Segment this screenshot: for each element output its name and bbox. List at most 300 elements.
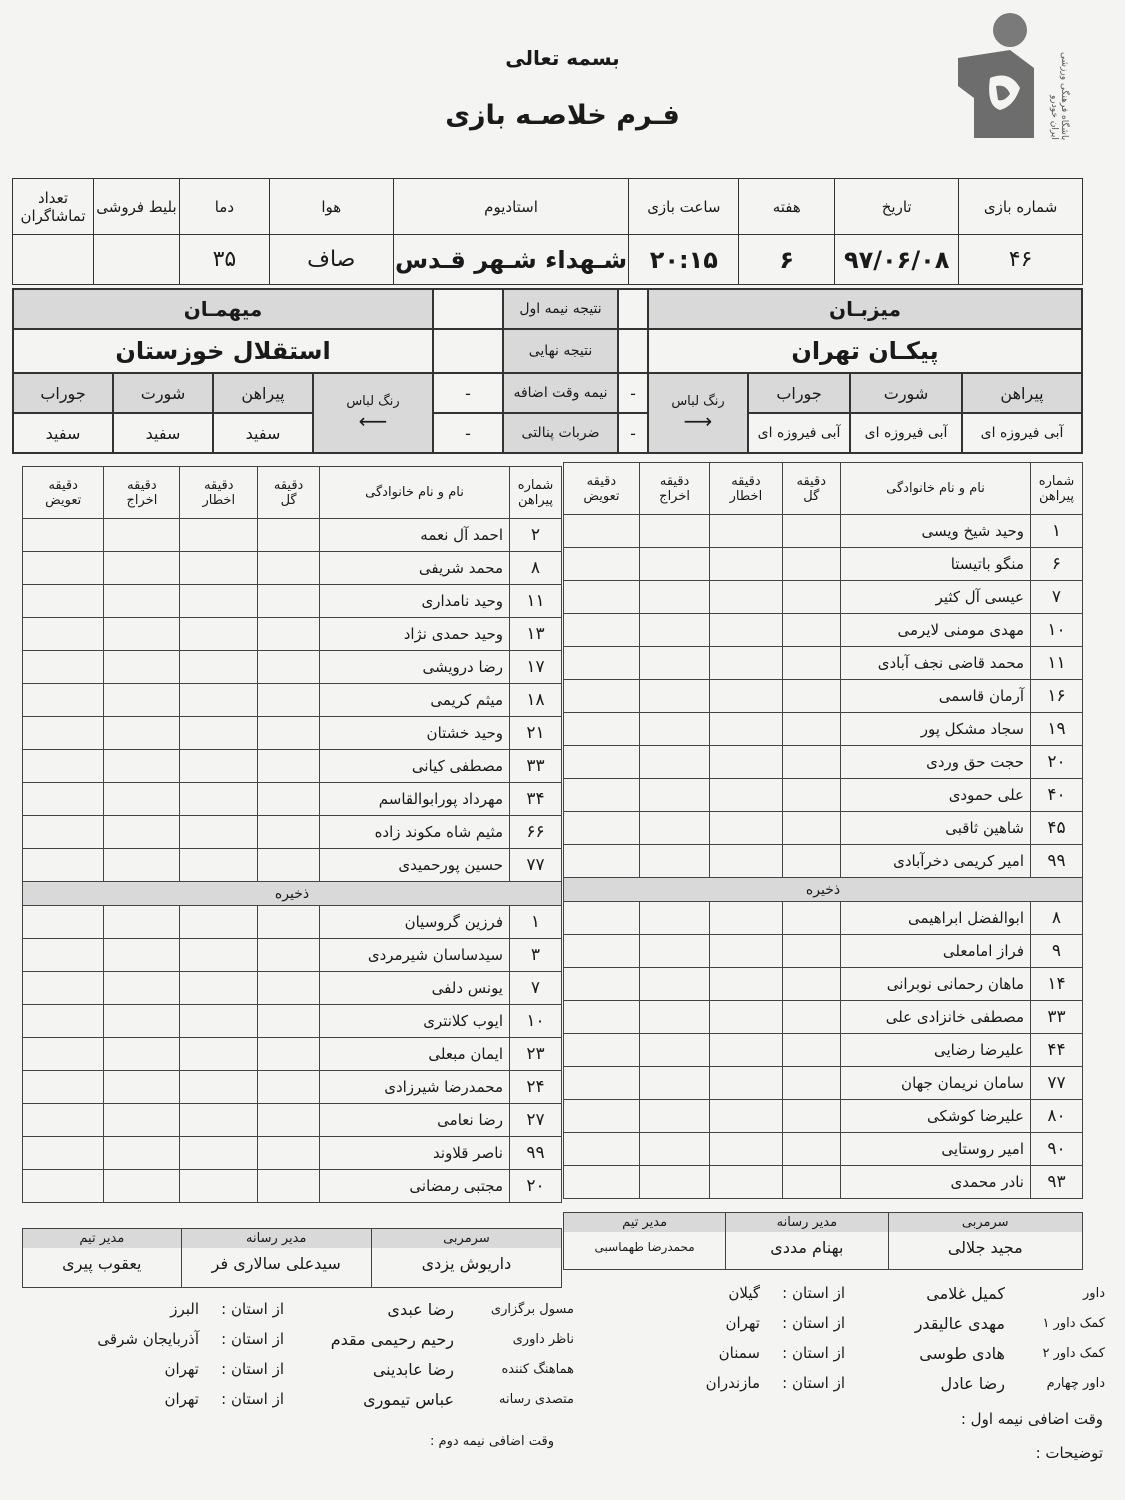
host-kit-shorts-value: آبی فیروزه ای [850,413,962,453]
substitution-minute [564,746,640,779]
time-label: ساعت بازی [629,179,739,235]
warning-minute [710,713,782,746]
player-name: رضا نعامی [320,1104,510,1137]
warning-minute [710,935,782,968]
warning-minute [710,746,782,779]
substitution-minute [564,845,640,878]
goal-minute [782,548,840,581]
shirt-number: ۱۰ [510,1005,562,1038]
from-province-label: از استان : [782,1314,845,1332]
expulsion-minute [639,1166,709,1199]
expulsion-minute [639,779,709,812]
official-role: کمک داور ۲ [1042,1345,1105,1361]
shirt-number: ۹ [1031,935,1083,968]
shirt-number: ۲۱ [510,717,562,750]
shirt-number: ۳ [510,939,562,972]
guest-starter-row [23,552,562,585]
week-value: ۶ [739,235,835,285]
official-role: داور [1083,1285,1105,1301]
guest-kit-label-cell [313,373,433,453]
substitution-minute [564,779,640,812]
goal-minute [258,1038,320,1071]
expulsion-minute [639,1100,709,1133]
official-province: البرز [170,1300,199,1318]
host-manager-cell [564,1213,725,1269]
host-starter-row [564,812,1083,845]
guest-label: میهمـان [13,289,433,329]
guest-starter-row [23,816,562,849]
host-starter-row [564,647,1083,680]
shirt-number: ۱۱ [1031,647,1083,680]
warning-minute [180,1038,258,1071]
shirt-number: ۱۳ [510,618,562,651]
header-bismillah: بسمه تعالی [505,46,620,70]
expulsion-minute [639,548,709,581]
host-kit-shirt-label: پیراهن [962,373,1082,413]
substitution-minute [564,614,640,647]
expulsion-minute [104,684,180,717]
warning-minute [180,684,258,717]
iran-khodro-club-logo [950,8,1042,158]
official-province: تهران [164,1360,199,1378]
goal-minute [258,684,320,717]
player-name: رضا درویشی [320,651,510,684]
player-name: محمد شریفی [320,552,510,585]
shirt-number: ۸۰ [1031,1100,1083,1133]
host-name-header: نام و نام خانوادگی [841,463,1031,515]
goal-minute [782,812,840,845]
form-title: فـرم خلاصـه بازی [445,100,680,131]
official-name: کمیل غلامی [926,1283,1005,1303]
official-row [563,1338,1105,1368]
expulsion-minute [104,717,180,750]
first-half-extra-time: وقت اضافی نیمه اول : [960,1410,1103,1428]
official-province: تهران [725,1314,760,1332]
warning-minute [710,902,782,935]
goal-minute [782,614,840,647]
guest-kit-socks-value: سفید [13,413,113,453]
penalties-host-score [618,413,648,453]
official-name: رضا عبدی [387,1299,454,1319]
guest-team-name: استقلال خوزستان [13,329,433,373]
shirt-number: ۱۱ [510,585,562,618]
host-starter-row [564,845,1083,878]
shirt-number: ۲۴ [510,1071,562,1104]
expulsion-minute [104,1005,180,1038]
official-role: ناظر داوری [512,1331,574,1347]
goal-minute [782,581,840,614]
shirt-number: ۴۰ [1031,779,1083,812]
goal-minute [782,968,840,1001]
player-name: محمد قاضی نجف آبادی [841,647,1031,680]
host-kit-shirt-value: آبی فیروزه ای [962,413,1082,453]
player-name: مهدی مومنی لایرمی [841,614,1031,647]
player-name: فرزین گروسیان [320,906,510,939]
goal-minute [782,1001,840,1034]
substitution-minute [23,972,104,1005]
date-value: ۹۷/۰۶/۰۸ [835,235,959,285]
expulsion-minute [639,812,709,845]
substitution-minute [564,935,640,968]
host-starter-row [564,680,1083,713]
shirt-number: ۷ [1031,581,1083,614]
goal-minute [258,1104,320,1137]
substitution-minute [564,1133,640,1166]
expulsion-minute [104,1104,180,1137]
player-name: سامان نریمان جهان [841,1067,1031,1100]
shirt-number: ۹۹ [1031,845,1083,878]
goal-minute [782,1100,840,1133]
expulsion-minute [639,713,709,746]
spectators-label: تعداد تماشاگران [13,179,94,235]
from-province-label: از استان : [782,1344,845,1362]
shirt-number: ۸ [510,552,562,585]
guest-reserve-row [23,1071,562,1104]
warning-minute [180,750,258,783]
official-row [52,1324,574,1354]
official-name: رحیم رحیمی مقدم [330,1329,454,1349]
shirt-number: ۲۳ [510,1038,562,1071]
shirt-number: ۱۶ [1031,680,1083,713]
host-reserve-row [564,935,1083,968]
expulsion-minute [104,1170,180,1203]
official-row [52,1384,574,1414]
substitution-minute [564,713,640,746]
expulsion-minute [104,939,180,972]
final-label: نتیجه نهایی [503,329,618,373]
first-half-guest-score [433,289,503,329]
player-name: آرمان قاسمی [841,680,1031,713]
warning-minute [710,515,782,548]
official-role: هماهنگ کننده [501,1361,574,1377]
host-team-name: پیکـان تهران [648,329,1082,373]
host-warning-header: دقیقه اخطار [710,463,782,515]
host-kit-shorts-label: شورت [850,373,962,413]
host-coach-cell [888,1213,1083,1269]
official-province: تهران [164,1390,199,1408]
player-name: فراز امامعلی [841,935,1031,968]
guest-starter-row [23,618,562,651]
official-name: رضا عابدینی [372,1359,454,1379]
warning-minute [710,1067,782,1100]
temp-value: ۳۵ [179,235,269,285]
warning-minute [180,939,258,972]
host-number-header: شماره پیراهن [1031,463,1083,515]
shirt-number: ۲۰ [1031,746,1083,779]
goal-minute [782,713,840,746]
guest-staff [22,1228,562,1288]
host-starter-row [564,713,1083,746]
from-province-label: از استان : [221,1330,284,1348]
warning-minute [180,1071,258,1104]
guest-reserve-row [23,1104,562,1137]
warning-minute [710,1100,782,1133]
expulsion-minute [639,1001,709,1034]
substitution-minute [564,647,640,680]
goal-minute [258,552,320,585]
guest-coach-name: داریوش یزدی [421,1254,512,1273]
match-no-value: ۴۶ [959,235,1083,285]
host-reserve-row [564,1100,1083,1133]
official-name: هادی طوسی [919,1343,1005,1363]
player-name: محمدرضا شیرزادی [320,1071,510,1104]
player-name: وحید نامداری [320,585,510,618]
player-name: امیر روستایی [841,1133,1031,1166]
host-media-name: بهنام مددی [770,1238,844,1257]
shirt-number: ۱۰ [1031,614,1083,647]
warning-minute [180,651,258,684]
first-half-extra-label: وقت اضافی نیمه اول [970,1410,1103,1428]
warning-minute [710,581,782,614]
shirt-number: ۲۷ [510,1104,562,1137]
substitution-minute [564,581,640,614]
stadium-value: شـهداء شـهر قـدس [393,235,629,285]
warning-minute [180,585,258,618]
warning-minute [180,1137,258,1170]
host-substitution-header: دقیقه تعویض [564,463,640,515]
guest-kit-label: رنگ لباس [346,393,400,409]
host-coach-label: سرمربی [889,1213,1083,1232]
expulsion-minute [639,515,709,548]
warning-minute [180,1005,258,1038]
host-reserve-row [564,1067,1083,1100]
player-name: میثم کریمی [320,684,510,717]
guest-name-header: نام و نام خانوادگی [320,467,510,519]
guest-manager-name: یعقوب پیری [62,1254,142,1273]
substitution-minute [23,1071,104,1104]
expulsion-minute [639,968,709,1001]
guest-kit-shirt-label: پیراهن [213,373,313,413]
shirt-number: ۸ [1031,902,1083,935]
substitution-minute [23,684,104,717]
expulsion-minute [639,935,709,968]
warning-minute [180,618,258,651]
substitution-minute [23,1170,104,1203]
penalties-host-dash: - [630,423,636,443]
goal-minute [258,939,320,972]
substitution-minute [23,1104,104,1137]
shirt-number: ۹۰ [1031,1133,1083,1166]
goal-minute [258,651,320,684]
expulsion-minute [104,651,180,684]
shirt-number: ۹۹ [510,1137,562,1170]
substitution-minute [564,548,640,581]
shirt-number: ۲ [510,519,562,552]
shirt-number: ۱۴ [1031,968,1083,1001]
player-name: علی حمودی [841,779,1031,812]
host-media-cell [725,1213,887,1269]
substitution-minute [564,1001,640,1034]
player-name: حجت حق وردی [841,746,1031,779]
guest-warning-header: دقیقه اخطار [180,467,258,519]
second-half-extra-label: وقت اضافی نیمه دوم [438,1434,554,1449]
host-lineup [563,462,1083,1199]
expulsion-minute [639,1133,709,1166]
official-province: آذربایجان شرقی [97,1330,199,1348]
warning-minute [180,783,258,816]
time-value: ۲۰:۱۵ [629,235,739,285]
warning-minute [710,812,782,845]
first-half-host-score [618,289,648,329]
guest-kit-socks-label: جوراب [13,373,113,413]
penalties-label: ضربات پنالتی [503,413,618,453]
official-province: مازندران [705,1374,760,1392]
player-name: منگو باتیستا [841,548,1031,581]
warning-minute [710,1034,782,1067]
from-province-label: از استان : [221,1360,284,1378]
expulsion-minute [639,614,709,647]
host-manager-label: مدیر تیم [564,1213,725,1232]
warning-minute [180,972,258,1005]
host-reserves-header: ذخیره [564,878,1083,902]
expulsion-minute [104,585,180,618]
player-name: حسین پورحمیدی [320,849,510,882]
expulsion-minute [104,849,180,882]
substitution-minute [23,1137,104,1170]
guest-reserve-row [23,1038,562,1071]
substitution-minute [23,939,104,972]
goal-minute [258,906,320,939]
shirt-number: ۱۸ [510,684,562,717]
host-reserve-row [564,902,1083,935]
guest-media-cell [181,1229,371,1287]
host-starter-row [564,779,1083,812]
temp-label: دما [179,179,269,235]
host-media-label: مدیر رسانه [726,1213,887,1232]
tickets-label: بلیط فروشی [94,179,180,235]
warning-minute [710,647,782,680]
shirt-number: ۳۴ [510,783,562,816]
warning-minute [180,906,258,939]
goal-minute [258,849,320,882]
weather-value: صاف [269,235,393,285]
goal-minute [258,1137,320,1170]
guest-kit-shorts-label: شورت [113,373,213,413]
expulsion-minute [104,618,180,651]
goal-minute [258,750,320,783]
official-name: رضا عادل [940,1373,1005,1393]
guest-reserve-row [23,1170,562,1203]
host-coach-name: مجید جلالی [947,1238,1023,1257]
warning-minute [710,1133,782,1166]
date-label: تاریخ [835,179,959,235]
first-half-label: نتیجه نیمه اول [503,289,618,329]
guest-lineup [22,466,562,1203]
spectators-value [13,235,94,285]
host-reserve-row [564,968,1083,1001]
warning-minute [180,552,258,585]
warning-minute [180,849,258,882]
expulsion-minute [639,746,709,779]
host-label: میزبـان [648,289,1082,329]
goal-minute [258,816,320,849]
substitution-minute [23,816,104,849]
substitution-minute [564,1067,640,1100]
player-name: مجتبی رمضانی [320,1170,510,1203]
goal-minute [258,618,320,651]
host-kit-socks-label: جوراب [748,373,850,413]
player-name: سیدساسان شیرمردی [320,939,510,972]
guest-substitution-header: دقیقه تعویض [23,467,104,519]
warning-minute [180,816,258,849]
warning-minute [710,845,782,878]
host-reserve-row [564,1133,1083,1166]
shirt-number: ۷۷ [510,849,562,882]
player-name: احمد آل نعمه [320,519,510,552]
extra-time-label: نیمه وقت اضافه [503,373,618,413]
host-kit-socks-value: آبی فیروزه ای [748,413,850,453]
substitution-minute [23,552,104,585]
substitution-minute [23,849,104,882]
substitution-minute [23,618,104,651]
guest-manager-label: مدیر تیم [23,1229,181,1248]
warning-minute [710,1166,782,1199]
player-name: وحید خشتان [320,717,510,750]
shirt-number: ۷۷ [1031,1067,1083,1100]
goal-minute [782,680,840,713]
substitution-minute [23,906,104,939]
warning-minute [180,1104,258,1137]
host-starter-row [564,548,1083,581]
guest-starter-row [23,585,562,618]
official-name: عباس تیموری [363,1389,454,1409]
substitution-minute [23,585,104,618]
host-expulsion-header: دقیقه اخراج [639,463,709,515]
substitution-minute [23,1005,104,1038]
guest-starter-row [23,519,562,552]
substitution-minute [564,1100,640,1133]
official-row [563,1308,1105,1338]
from-province-label: از استان : [782,1374,845,1392]
guest-coach-cell [371,1229,561,1287]
goal-minute [258,783,320,816]
warning-minute [180,519,258,552]
from-province-label: از استان : [782,1284,845,1302]
shirt-number: ۷ [510,972,562,1005]
player-name: ابوالفضل ابراهیمی [841,902,1031,935]
guest-kit-shirt-value: سفید [213,413,313,453]
player-name: سجاد مشکل پور [841,713,1031,746]
final-guest-score [433,329,503,373]
substitution-minute [23,651,104,684]
player-name: مثیم شاه مکوند زاده [320,816,510,849]
expulsion-minute [639,680,709,713]
guest-goal-header: دقیقه گل [258,467,320,519]
arrow-left-icon: ⟵ [358,408,388,433]
player-name: عیسی آل کثیر [841,581,1031,614]
arrow-left-icon: ⟶ [683,408,713,433]
official-role: متصدی رسانه [498,1391,574,1407]
substitution-minute [23,783,104,816]
second-half-extra-time: وقت اضافی نیمه دوم : [430,1434,554,1449]
shirt-number: ۶۶ [510,816,562,849]
guest-media-label: مدیر رسانه [182,1229,371,1248]
guest-reserve-row [23,1137,562,1170]
guest-starter-row [23,783,562,816]
player-name: علیرضا کوشکی [841,1100,1031,1133]
player-name: یونس دلفی [320,972,510,1005]
weather-label: هوا [269,179,393,235]
guest-reserve-row [23,972,562,1005]
official-role: کمک داور ۱ [1042,1315,1105,1331]
guest-starter-row [23,717,562,750]
substitution-minute [564,1166,640,1199]
substitution-minute [564,968,640,1001]
guest-reserve-row [23,906,562,939]
guest-media-name: سیدعلی سالاری فر [211,1254,341,1273]
goal-minute [782,1133,840,1166]
player-name: وحید شیخ ویسی [841,515,1031,548]
